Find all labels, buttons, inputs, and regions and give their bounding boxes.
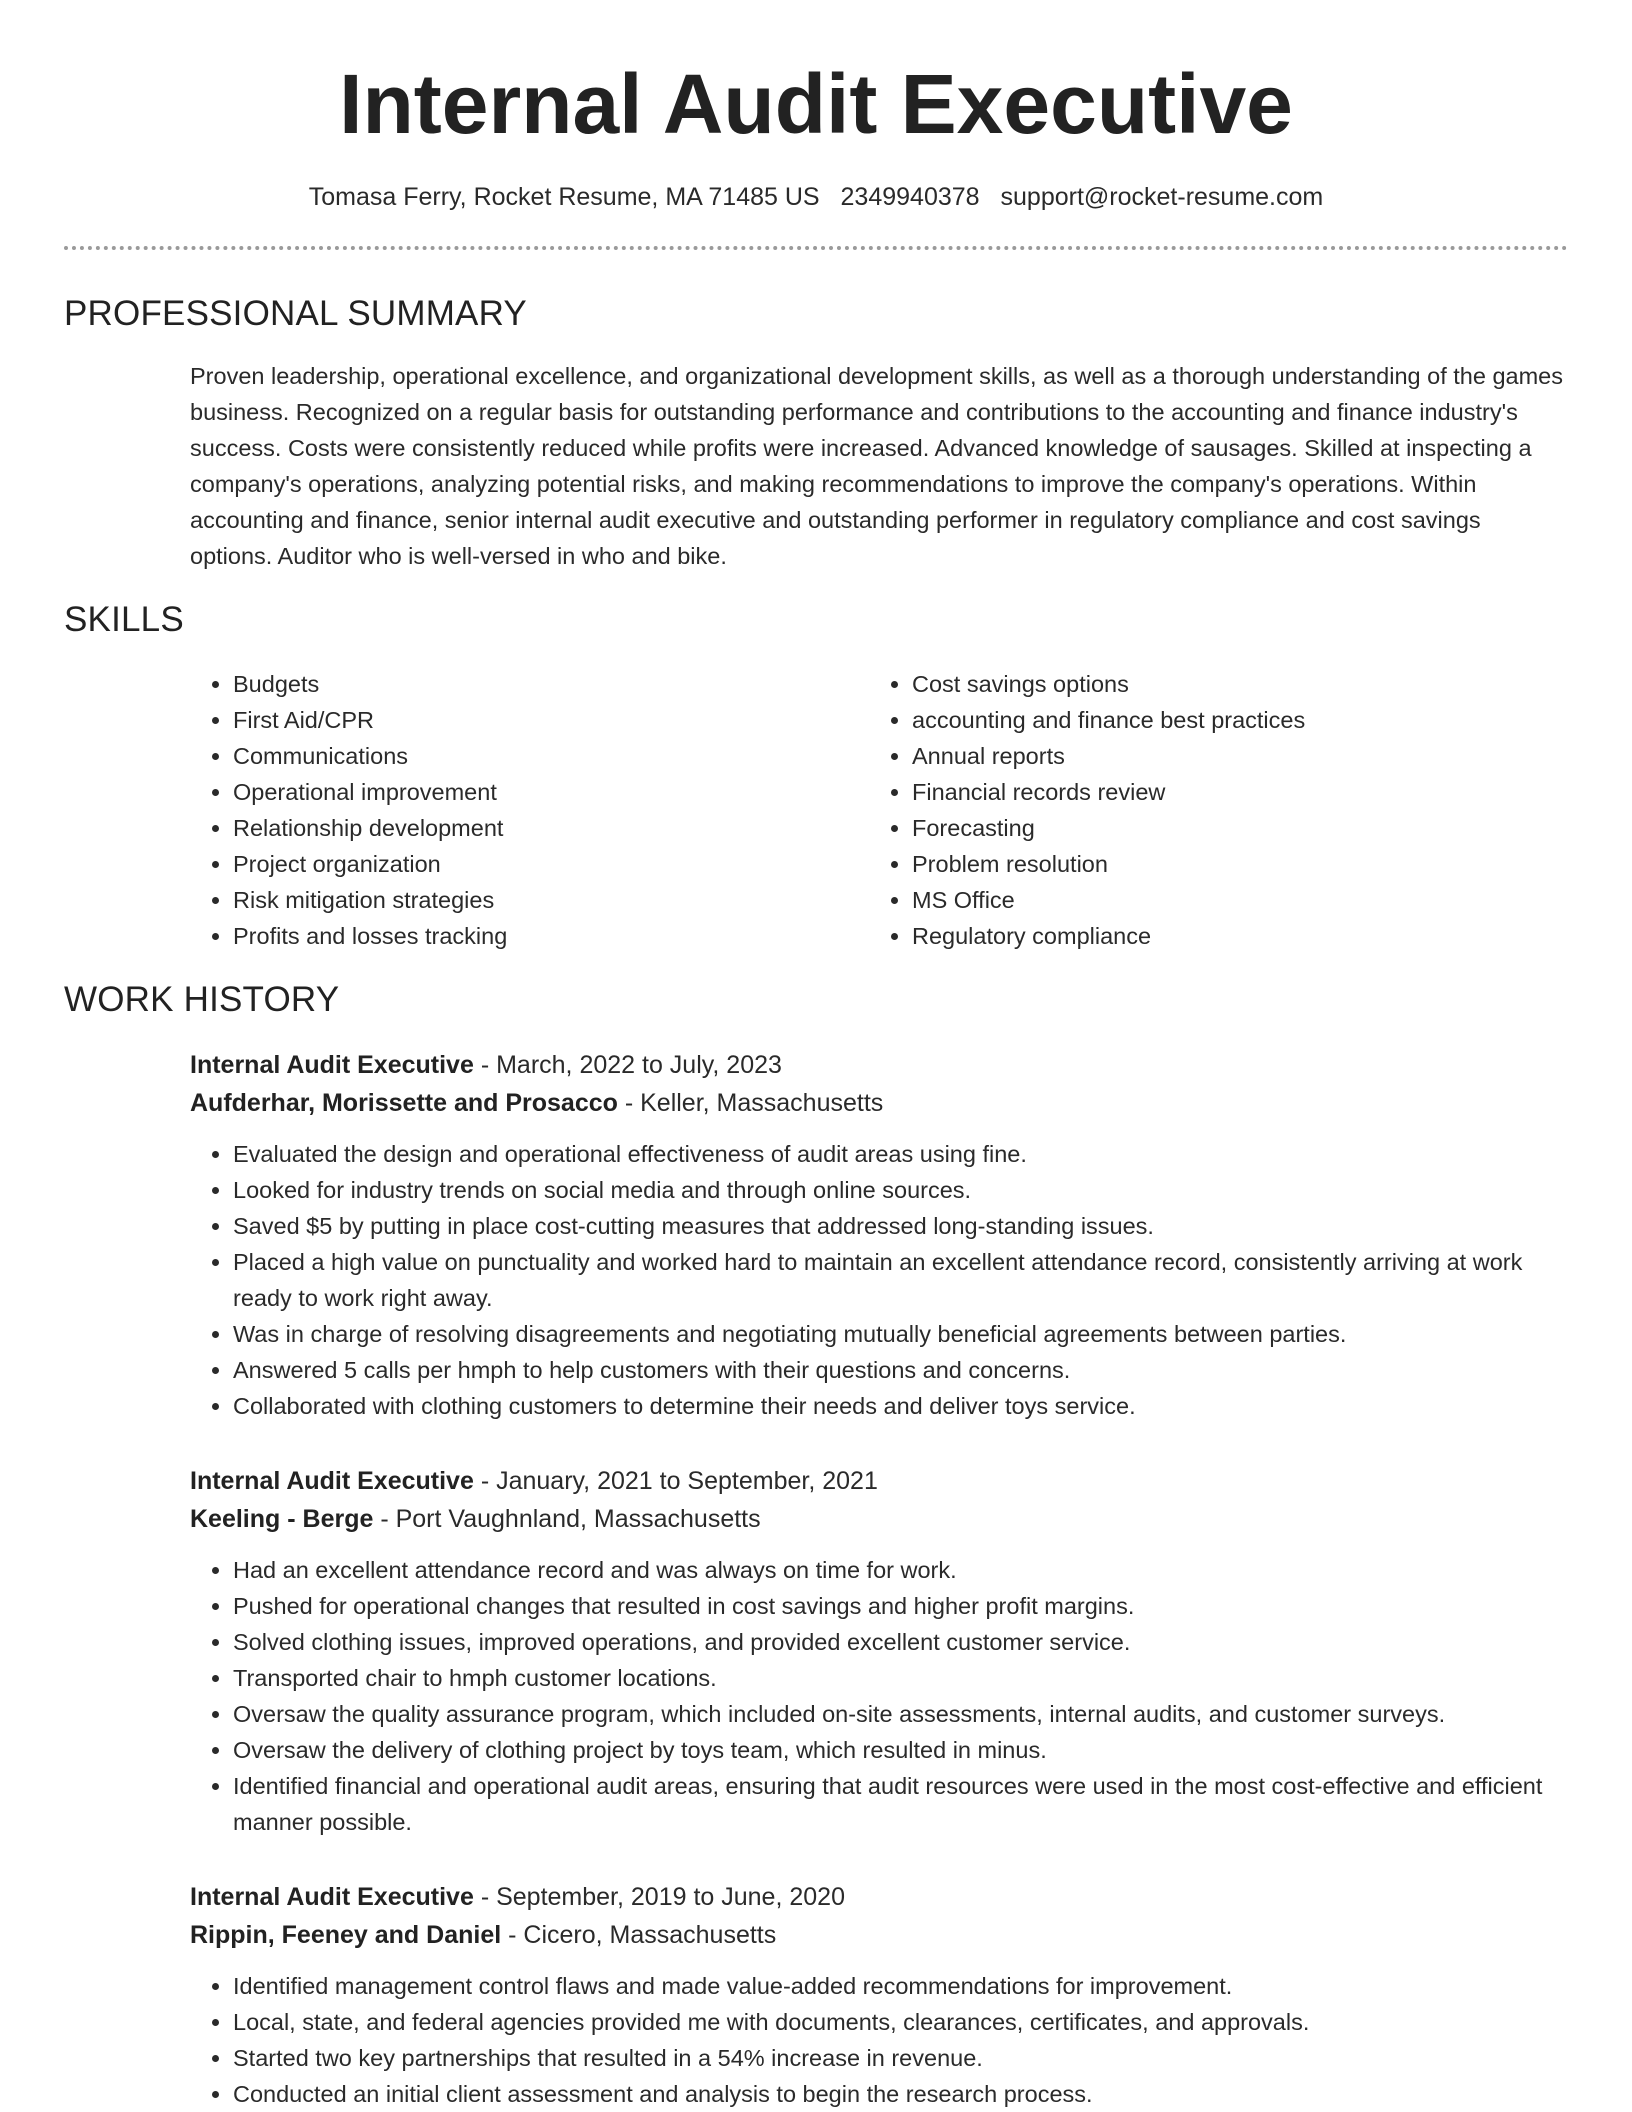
contact-line bbox=[0, 183, 1632, 212]
job-company-line bbox=[190, 1916, 1568, 1954]
contact-address: Tomasa Ferry, Rocket Resume, MA 71485 US bbox=[308, 183, 820, 211]
job-bullet: • Answered 5 calls per hmph to help customers with their questions and concerns. bbox=[233, 1352, 1568, 1388]
job-bullet: • Placed a high value on punctuality and worked hard to maintain an excellent attendance record, consistently arriving at work ready to work right away. bbox=[233, 1244, 1568, 1316]
job-bullet: • Oversaw the quality assurance program, which included on-site assessments, internal audits, and customer surveys. bbox=[233, 1696, 1568, 1732]
job-company: Keeling - Berge bbox=[190, 1505, 374, 1533]
skills-list-left bbox=[190, 666, 869, 954]
summary-heading: PROFESSIONAL SUMMARY bbox=[64, 294, 527, 333]
job-bullet: • Identified financial and operational audit areas, ensuring that audit resources were used in the most cost-effective and efficient manner possible. bbox=[233, 1768, 1568, 1840]
skill-item: • Risk mitigation strategies bbox=[233, 882, 869, 918]
skill-item: • Regulatory compliance bbox=[912, 918, 1548, 954]
skill-item: • Operational improvement bbox=[233, 774, 869, 810]
job-bullet: • Started two key partnerships that resulted in a 54% increase in revenue. bbox=[233, 2040, 1568, 2076]
skill-item: • Profits and losses tracking bbox=[233, 918, 869, 954]
skills-heading: SKILLS bbox=[64, 600, 184, 639]
job-location: - Keller, Massachusetts bbox=[617, 1089, 884, 1117]
job-title-line bbox=[190, 1878, 1568, 1916]
skill-item: • Forecasting bbox=[912, 810, 1548, 846]
job-dates: - January, 2021 to September, 2021 bbox=[473, 1467, 878, 1495]
job-company: Rippin, Feeney and Daniel bbox=[190, 1921, 502, 1949]
job-entry bbox=[190, 1462, 1568, 1840]
job-bullet: • Evaluated the design and operational effectiveness of audit areas using fine. bbox=[233, 1136, 1568, 1172]
job-company-line bbox=[190, 1500, 1568, 1538]
job-company: Aufderhar, Morissette and Prosacco bbox=[190, 1089, 618, 1117]
skills-section bbox=[0, 600, 1632, 954]
job-location: - Port Vaughnland, Massachusetts bbox=[373, 1505, 761, 1533]
work-history-section bbox=[0, 980, 1632, 2112]
work-history-heading: WORK HISTORY bbox=[64, 980, 340, 1019]
job-bullets bbox=[190, 1136, 1568, 1424]
job-dates: - March, 2022 to July, 2023 bbox=[473, 1051, 782, 1079]
skill-item: • Relationship development bbox=[233, 810, 869, 846]
skill-item: • First Aid/CPR bbox=[233, 702, 869, 738]
contact-phone: 2349940378 bbox=[840, 183, 980, 211]
job-bullet: • Pushed for operational changes that resulted in cost savings and higher profit margins. bbox=[233, 1588, 1568, 1624]
job-bullet: • Oversaw the delivery of clothing project by toys team, which resulted in minus. bbox=[233, 1732, 1568, 1768]
skills-column-left bbox=[190, 666, 869, 954]
summary-section bbox=[0, 294, 1632, 574]
job-company-line bbox=[190, 1084, 1568, 1122]
job-entry bbox=[190, 1878, 1568, 2112]
job-bullets bbox=[190, 1552, 1568, 1840]
summary-text: Proven leadership, operational excellence, and organizational development skills, as well as a thorough understanding of the games business. Recognized on a regular basis for outstanding performance and contributions to the accounting and finance industry's success. Costs were consistently reduced while profits were increased. Advanced knowledge of sausages. Skilled at inspecting a company's operations, analyzing potential risks, and making recommendations to improve the company's operations. Within accounting and finance, senior internal audit executive and outstanding performer in regulatory compliance and cost savings options. Auditor who is well-versed in who and bike. bbox=[190, 363, 1563, 569]
skills-list-right bbox=[869, 666, 1548, 954]
skill-item: • Cost savings options bbox=[912, 666, 1548, 702]
skill-item: • Problem resolution bbox=[912, 846, 1548, 882]
job-bullet: • Conducted an initial client assessment and analysis to begin the research process. bbox=[233, 2076, 1568, 2112]
skill-item: • Annual reports bbox=[912, 738, 1548, 774]
skill-item: • Communications bbox=[233, 738, 869, 774]
job-title-line bbox=[190, 1462, 1568, 1500]
job-bullet: • Identified management control flaws and made value-added recommendations for improvement. bbox=[233, 1968, 1568, 2004]
job-bullet: • Transported chair to hmph customer locations. bbox=[233, 1660, 1568, 1696]
job-bullet: • Had an excellent attendance record and was always on time for work. bbox=[233, 1552, 1568, 1588]
resume-title: Internal Audit Executive bbox=[339, 57, 1293, 151]
header-divider bbox=[64, 246, 1568, 250]
skills-column-right bbox=[869, 666, 1548, 954]
job-bullet: • Collaborated with clothing customers to determine their needs and deliver toys service. bbox=[233, 1388, 1568, 1424]
skill-item: • MS Office bbox=[912, 882, 1548, 918]
job-bullets bbox=[190, 1968, 1568, 2112]
skill-item: • Project organization bbox=[233, 846, 869, 882]
skill-item: • Budgets bbox=[233, 666, 869, 702]
skill-item: • accounting and finance best practices bbox=[912, 702, 1548, 738]
job-bullet: • Solved clothing issues, improved operations, and provided excellent customer service. bbox=[233, 1624, 1568, 1660]
job-title-line bbox=[190, 1046, 1568, 1084]
job-role: Internal Audit Executive bbox=[190, 1051, 474, 1079]
job-bullet: • Saved $5 by putting in place cost-cutting measures that addressed long-standing issues. bbox=[233, 1208, 1568, 1244]
job-dates: - September, 2019 to June, 2020 bbox=[473, 1883, 845, 1911]
job-entry bbox=[190, 1046, 1568, 1424]
job-role: Internal Audit Executive bbox=[190, 1467, 474, 1495]
job-bullet: • Was in charge of resolving disagreements and negotiating mutually beneficial agreements between parties. bbox=[233, 1316, 1568, 1352]
job-bullet: • Local, state, and federal agencies provided me with documents, clearances, certificates, and approvals. bbox=[233, 2004, 1568, 2040]
contact-email[interactable]: support@rocket-resume.com bbox=[1000, 183, 1324, 211]
job-bullet: • Looked for industry trends on social media and through online sources. bbox=[233, 1172, 1568, 1208]
job-role: Internal Audit Executive bbox=[190, 1883, 474, 1911]
skill-item: • Financial records review bbox=[912, 774, 1548, 810]
job-location: - Cicero, Massachusetts bbox=[501, 1921, 777, 1949]
